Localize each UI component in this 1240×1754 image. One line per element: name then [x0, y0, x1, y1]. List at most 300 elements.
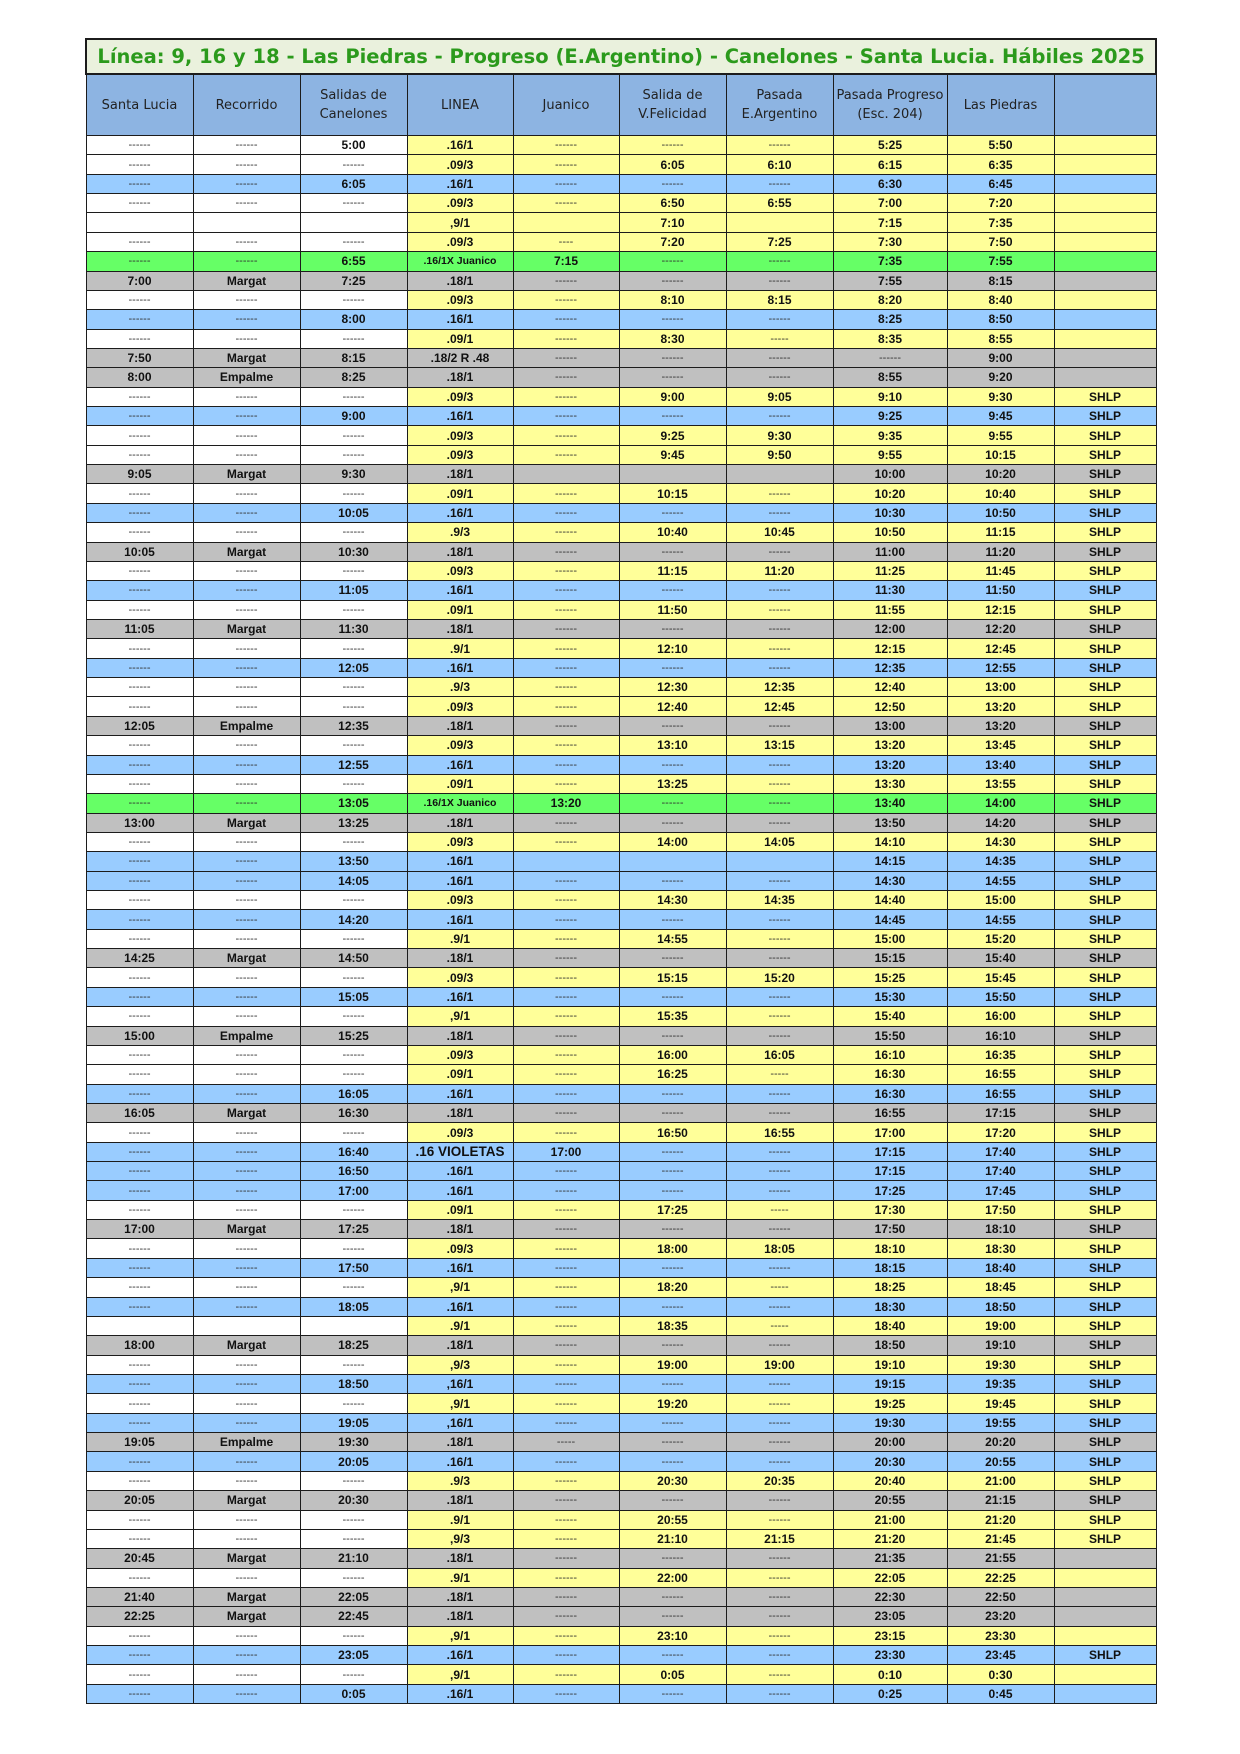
table-row	[86, 1607, 1156, 1626]
cell-pasada-progreso: 19:15	[833, 1375, 947, 1394]
table-row	[86, 910, 1156, 929]
cell-santa-lucia: 16:05	[86, 1103, 193, 1122]
cell-linea: .09/3	[407, 968, 513, 987]
cell-salida-v-felicidad: ------	[619, 174, 726, 193]
cell-linea: .09/3	[407, 891, 513, 910]
table-row	[86, 949, 1156, 968]
cell-pasada-e-argentino: -----	[726, 1065, 833, 1084]
table-row	[86, 1084, 1156, 1103]
table-row	[86, 465, 1156, 484]
cell-salida-v-felicidad: ------	[619, 949, 726, 968]
cell-pasada-e-argentino: ------	[726, 619, 833, 638]
cell-santa-lucia: ------	[86, 600, 193, 619]
cell-salidas-canelones	[300, 213, 407, 232]
cell-shlp: SHLP	[1054, 1510, 1156, 1529]
cell-recorrido: ------	[193, 387, 300, 406]
cell-linea: ,16/1	[407, 1375, 513, 1394]
cell-salida-v-felicidad: 18:20	[619, 1278, 726, 1297]
cell-shlp: SHLP	[1054, 1181, 1156, 1200]
cell-salidas-canelones: ------	[300, 1355, 407, 1374]
cell-linea: .09/3	[407, 697, 513, 716]
cell-las-piedras: 9:30	[947, 387, 1054, 406]
table-row	[86, 891, 1156, 910]
cell-las-piedras: 18:45	[947, 1278, 1054, 1297]
cell-santa-lucia: ------	[86, 1084, 193, 1103]
cell-pasada-e-argentino: ------	[726, 1162, 833, 1181]
cell-salidas-canelones: ------	[300, 426, 407, 445]
cell-pasada-e-argentino: ------	[726, 1220, 833, 1239]
cell-linea: .16/1	[407, 407, 513, 426]
cell-pasada-progreso: 15:40	[833, 1007, 947, 1026]
cell-linea: .09/3	[407, 1123, 513, 1142]
cell-santa-lucia: ------	[86, 1568, 193, 1587]
cell-juanico: ------	[513, 1278, 619, 1297]
cell-linea: .16/1	[407, 310, 513, 329]
cell-shlp: SHLP	[1054, 697, 1156, 716]
cell-salidas-canelones: 18:25	[300, 1336, 407, 1355]
cell-santa-lucia: ------	[86, 445, 193, 464]
cell-juanico: ------	[513, 1394, 619, 1413]
cell-shlp: SHLP	[1054, 755, 1156, 774]
cell-recorrido: ------	[193, 658, 300, 677]
cell-recorrido: Margat	[193, 1103, 300, 1122]
cell-salida-v-felicidad: 20:55	[619, 1510, 726, 1529]
cell-linea: .18/2 R .48	[407, 348, 513, 367]
cell-linea: ,9/1	[407, 213, 513, 232]
cell-linea: ,9/3	[407, 1355, 513, 1374]
cell-juanico: ------	[513, 1181, 619, 1200]
cell-santa-lucia: ------	[86, 1297, 193, 1316]
cell-santa-lucia: ------	[86, 523, 193, 542]
cell-las-piedras: 13:20	[947, 716, 1054, 735]
cell-juanico: ------	[513, 1665, 619, 1684]
cell-salidas-canelones: 6:05	[300, 174, 407, 193]
cell-salidas-canelones: ------	[300, 1626, 407, 1645]
table-row	[86, 232, 1156, 251]
cell-pasada-progreso: 0:10	[833, 1665, 947, 1684]
cell-pasada-e-argentino: ------	[726, 581, 833, 600]
table-row	[86, 407, 1156, 426]
cell-recorrido: Margat	[193, 949, 300, 968]
cell-linea: .09/3	[407, 445, 513, 464]
cell-shlp: SHLP	[1054, 465, 1156, 484]
cell-juanico: ------	[513, 1103, 619, 1122]
cell-linea: .16/1	[407, 658, 513, 677]
cell-pasada-e-argentino: 12:35	[726, 678, 833, 697]
cell-pasada-progreso: 13:50	[833, 813, 947, 832]
cell-shlp: SHLP	[1054, 658, 1156, 677]
table-row	[86, 155, 1156, 174]
header-juanico: Juanico	[513, 74, 619, 136]
cell-las-piedras: 16:00	[947, 1007, 1054, 1026]
cell-pasada-progreso: 18:30	[833, 1297, 947, 1316]
cell-linea: .16/1	[407, 1297, 513, 1316]
cell-juanico: ------	[513, 1413, 619, 1432]
cell-juanico: ------	[513, 1123, 619, 1142]
cell-santa-lucia: ------	[86, 232, 193, 251]
cell-linea: .16/1	[407, 136, 513, 155]
cell-salidas-canelones: 8:00	[300, 310, 407, 329]
cell-linea: .16/1	[407, 503, 513, 522]
table-row	[86, 774, 1156, 793]
table-row	[86, 619, 1156, 638]
cell-las-piedras: 19:10	[947, 1336, 1054, 1355]
cell-juanico: ------	[513, 290, 619, 309]
cell-santa-lucia: 9:05	[86, 465, 193, 484]
cell-recorrido: ------	[193, 1007, 300, 1026]
cell-recorrido: Margat	[193, 1336, 300, 1355]
cell-juanico: ------	[513, 600, 619, 619]
cell-recorrido: ------	[193, 174, 300, 193]
cell-salida-v-felicidad: 7:20	[619, 232, 726, 251]
cell-recorrido: ------	[193, 794, 300, 813]
cell-santa-lucia: ------	[86, 1626, 193, 1645]
cell-linea: .09/1	[407, 329, 513, 348]
cell-pasada-e-argentino: 6:10	[726, 155, 833, 174]
cell-recorrido: ------	[193, 1142, 300, 1161]
cell-pasada-progreso: 17:25	[833, 1181, 947, 1200]
cell-salida-v-felicidad: ------	[619, 1181, 726, 1200]
cell-pasada-progreso: 17:15	[833, 1162, 947, 1181]
cell-las-piedras: 7:50	[947, 232, 1054, 251]
table-row	[86, 1684, 1156, 1703]
cell-salidas-canelones	[300, 1316, 407, 1335]
cell-juanico: ------	[513, 1258, 619, 1277]
cell-shlp: SHLP	[1054, 1413, 1156, 1432]
cell-recorrido: ------	[193, 1529, 300, 1548]
cell-juanico: ------	[513, 736, 619, 755]
cell-pasada-progreso: 6:15	[833, 155, 947, 174]
cell-shlp: SHLP	[1054, 1471, 1156, 1490]
cell-las-piedras: 15:00	[947, 891, 1054, 910]
cell-pasada-progreso: 19:30	[833, 1413, 947, 1432]
cell-salidas-canelones: ------	[300, 1568, 407, 1587]
table-row	[86, 1491, 1156, 1510]
cell-shlp	[1054, 1607, 1156, 1626]
cell-linea: .09/3	[407, 1045, 513, 1064]
cell-linea: .18/1	[407, 949, 513, 968]
cell-pasada-e-argentino: 14:35	[726, 891, 833, 910]
table-row	[86, 678, 1156, 697]
cell-pasada-e-argentino: ------	[726, 1452, 833, 1471]
cell-las-piedras: 18:50	[947, 1297, 1054, 1316]
cell-salida-v-felicidad: ------	[619, 1220, 726, 1239]
table-row	[86, 348, 1156, 367]
cell-linea: .16/1	[407, 1684, 513, 1703]
cell-las-piedras: 19:30	[947, 1355, 1054, 1374]
cell-recorrido: ------	[193, 310, 300, 329]
table-row	[86, 1549, 1156, 1568]
cell-recorrido: ------	[193, 1568, 300, 1587]
cell-recorrido: Margat	[193, 619, 300, 638]
table-row	[86, 271, 1156, 290]
cell-salida-v-felicidad: ------	[619, 348, 726, 367]
cell-santa-lucia: ------	[86, 426, 193, 445]
cell-las-piedras: 8:55	[947, 329, 1054, 348]
cell-shlp	[1054, 1568, 1156, 1587]
cell-salida-v-felicidad: 11:15	[619, 561, 726, 580]
cell-shlp: SHLP	[1054, 910, 1156, 929]
cell-shlp: SHLP	[1054, 542, 1156, 561]
cell-pasada-e-argentino: ------	[726, 1142, 833, 1161]
cell-pasada-e-argentino: ------	[726, 910, 833, 929]
cell-pasada-e-argentino: ------	[726, 503, 833, 522]
cell-shlp	[1054, 310, 1156, 329]
cell-salida-v-felicidad: ------	[619, 1142, 726, 1161]
cell-linea: .09/3	[407, 561, 513, 580]
cell-pasada-progreso: 11:55	[833, 600, 947, 619]
cell-pasada-e-argentino: -----	[726, 329, 833, 348]
cell-salida-v-felicidad: 13:25	[619, 774, 726, 793]
table-row	[86, 1239, 1156, 1258]
cell-shlp: SHLP	[1054, 891, 1156, 910]
cell-pasada-progreso: 10:20	[833, 484, 947, 503]
cell-pasada-progreso: 11:00	[833, 542, 947, 561]
cell-salida-v-felicidad: ------	[619, 310, 726, 329]
cell-pasada-e-argentino: ------	[726, 949, 833, 968]
table-row	[86, 697, 1156, 716]
cell-santa-lucia: ------	[86, 697, 193, 716]
cell-pasada-progreso: 13:40	[833, 794, 947, 813]
cell-linea: .09/3	[407, 832, 513, 851]
cell-santa-lucia: 8:00	[86, 368, 193, 387]
cell-pasada-progreso: 23:30	[833, 1646, 947, 1665]
cell-pasada-e-argentino: ------	[726, 1626, 833, 1645]
cell-recorrido	[193, 213, 300, 232]
cell-recorrido: ------	[193, 290, 300, 309]
cell-linea: .16/1	[407, 755, 513, 774]
table-row	[86, 1433, 1156, 1452]
cell-salida-v-felicidad: ------	[619, 1413, 726, 1432]
cell-pasada-progreso: 13:20	[833, 755, 947, 774]
cell-shlp: SHLP	[1054, 832, 1156, 851]
cell-pasada-progreso: 23:05	[833, 1607, 947, 1626]
cell-las-piedras: 10:40	[947, 484, 1054, 503]
cell-juanico: ------	[513, 542, 619, 561]
cell-salidas-canelones: ------	[300, 774, 407, 793]
cell-santa-lucia: 15:00	[86, 1026, 193, 1045]
cell-recorrido: ------	[193, 329, 300, 348]
cell-salida-v-felicidad: ------	[619, 1375, 726, 1394]
cell-santa-lucia: ------	[86, 155, 193, 174]
cell-salida-v-felicidad: 14:00	[619, 832, 726, 851]
cell-las-piedras: 21:15	[947, 1491, 1054, 1510]
cell-salidas-canelones: 20:05	[300, 1452, 407, 1471]
cell-juanico: ------	[513, 194, 619, 213]
cell-recorrido: ------	[193, 136, 300, 155]
cell-pasada-e-argentino: 9:05	[726, 387, 833, 406]
cell-salida-v-felicidad: ------	[619, 1607, 726, 1626]
cell-linea: .9/3	[407, 678, 513, 697]
cell-recorrido: ------	[193, 1626, 300, 1645]
cell-shlp	[1054, 155, 1156, 174]
cell-pasada-e-argentino: -----	[726, 1278, 833, 1297]
table-row	[86, 581, 1156, 600]
cell-recorrido: ------	[193, 929, 300, 948]
cell-pasada-progreso: 20:55	[833, 1491, 947, 1510]
cell-las-piedras: 13:20	[947, 697, 1054, 716]
cell-shlp: SHLP	[1054, 1239, 1156, 1258]
cell-pasada-e-argentino: ------	[726, 1297, 833, 1316]
cell-las-piedras: 0:45	[947, 1684, 1054, 1703]
header-linea: LINEA	[407, 74, 513, 136]
cell-las-piedras: 5:50	[947, 136, 1054, 155]
cell-pasada-e-argentino: ------	[726, 755, 833, 774]
cell-linea: .16/1	[407, 1258, 513, 1277]
cell-linea: ,9/3	[407, 1529, 513, 1548]
cell-juanico: ------	[513, 1607, 619, 1626]
cell-santa-lucia: 10:05	[86, 542, 193, 561]
cell-pasada-e-argentino: 9:50	[726, 445, 833, 464]
cell-linea: .16/1	[407, 174, 513, 193]
cell-linea: .09/1	[407, 1065, 513, 1084]
table-row	[86, 852, 1156, 871]
cell-pasada-progreso: 22:30	[833, 1587, 947, 1606]
cell-salida-v-felicidad: 19:00	[619, 1355, 726, 1374]
table-row	[86, 310, 1156, 329]
cell-juanico: ------	[513, 407, 619, 426]
cell-linea: .9/1	[407, 929, 513, 948]
cell-pasada-progreso: 18:40	[833, 1316, 947, 1335]
cell-shlp	[1054, 174, 1156, 193]
cell-pasada-e-argentino: ------	[726, 271, 833, 290]
cell-shlp: SHLP	[1054, 736, 1156, 755]
cell-santa-lucia: ------	[86, 1278, 193, 1297]
cell-las-piedras: 12:55	[947, 658, 1054, 677]
cell-pasada-progreso: 10:30	[833, 503, 947, 522]
table-row	[86, 658, 1156, 677]
cell-juanico: ------	[513, 1626, 619, 1645]
cell-shlp: SHLP	[1054, 523, 1156, 542]
cell-pasada-progreso: 7:00	[833, 194, 947, 213]
cell-recorrido: ------	[193, 968, 300, 987]
cell-pasada-e-argentino: 6:55	[726, 194, 833, 213]
cell-las-piedras: 14:55	[947, 871, 1054, 890]
cell-linea: .09/3	[407, 736, 513, 755]
cell-pasada-progreso: 18:15	[833, 1258, 947, 1277]
cell-salidas-canelones: ------	[300, 639, 407, 658]
cell-pasada-progreso: 15:15	[833, 949, 947, 968]
cell-juanico: ------	[513, 1529, 619, 1548]
cell-pasada-e-argentino: ------	[726, 929, 833, 948]
cell-pasada-progreso: 8:25	[833, 310, 947, 329]
cell-pasada-progreso: 12:40	[833, 678, 947, 697]
table-row	[86, 387, 1156, 406]
cell-salidas-canelones: 9:00	[300, 407, 407, 426]
cell-juanico: ------	[513, 426, 619, 445]
cell-salidas-canelones: 13:50	[300, 852, 407, 871]
cell-pasada-progreso: 9:10	[833, 387, 947, 406]
cell-juanico: ------	[513, 1239, 619, 1258]
cell-pasada-e-argentino: -----	[726, 1200, 833, 1219]
table-row	[86, 426, 1156, 445]
cell-salidas-canelones: 19:30	[300, 1433, 407, 1452]
cell-pasada-progreso: 15:30	[833, 987, 947, 1006]
cell-pasada-e-argentino	[726, 852, 833, 871]
table-row	[86, 1626, 1156, 1645]
cell-salida-v-felicidad: 14:55	[619, 929, 726, 948]
cell-salida-v-felicidad: 13:10	[619, 736, 726, 755]
table-row	[86, 716, 1156, 735]
cell-recorrido: ------	[193, 426, 300, 445]
cell-santa-lucia: ------	[86, 581, 193, 600]
cell-salida-v-felicidad: ------	[619, 1103, 726, 1122]
cell-shlp	[1054, 1684, 1156, 1703]
cell-pasada-progreso: 17:15	[833, 1142, 947, 1161]
table-row	[86, 1413, 1156, 1432]
cell-recorrido: Margat	[193, 1491, 300, 1510]
cell-linea: ,9/1	[407, 1665, 513, 1684]
cell-salida-v-felicidad: ------	[619, 1433, 726, 1452]
cell-juanico: ------	[513, 155, 619, 174]
cell-recorrido: ------	[193, 1510, 300, 1529]
table-row	[86, 1278, 1156, 1297]
cell-recorrido: Empalme	[193, 716, 300, 735]
table-row	[86, 1587, 1156, 1606]
cell-salidas-canelones: 10:30	[300, 542, 407, 561]
cell-linea: .16/1	[407, 1084, 513, 1103]
cell-pasada-e-argentino: ------	[726, 1568, 833, 1587]
cell-salida-v-felicidad: ------	[619, 987, 726, 1006]
cell-santa-lucia: ------	[86, 1394, 193, 1413]
cell-shlp: SHLP	[1054, 503, 1156, 522]
cell-salida-v-felicidad: ------	[619, 1258, 726, 1277]
cell-linea: .09/1	[407, 600, 513, 619]
cell-pasada-e-argentino	[726, 465, 833, 484]
cell-linea: ,16/1	[407, 1413, 513, 1432]
cell-pasada-e-argentino: ------	[726, 600, 833, 619]
cell-pasada-e-argentino: ------	[726, 542, 833, 561]
cell-santa-lucia: ------	[86, 1355, 193, 1374]
cell-salidas-canelones: ------	[300, 1394, 407, 1413]
cell-salidas-canelones: 23:05	[300, 1646, 407, 1665]
schedule-table	[85, 38, 1157, 1704]
cell-salida-v-felicidad: ------	[619, 813, 726, 832]
schedule-body	[86, 136, 1156, 1704]
cell-shlp: SHLP	[1054, 1084, 1156, 1103]
cell-santa-lucia: ------	[86, 871, 193, 890]
cell-linea: .18/1	[407, 271, 513, 290]
cell-linea: .18/1	[407, 1026, 513, 1045]
cell-linea: .09/1	[407, 1200, 513, 1219]
cell-salida-v-felicidad: 6:05	[619, 155, 726, 174]
cell-pasada-e-argentino: 16:05	[726, 1045, 833, 1064]
cell-pasada-e-argentino: ------	[726, 1607, 833, 1626]
cell-salida-v-felicidad: 9:45	[619, 445, 726, 464]
cell-santa-lucia: ------	[86, 929, 193, 948]
table-row	[86, 368, 1156, 387]
cell-salidas-canelones: 7:25	[300, 271, 407, 290]
cell-pasada-e-argentino: ------	[726, 368, 833, 387]
cell-pasada-e-argentino: ------	[726, 174, 833, 193]
table-row	[86, 484, 1156, 503]
cell-las-piedras: 21:45	[947, 1529, 1054, 1548]
cell-santa-lucia: ------	[86, 1413, 193, 1432]
cell-salida-v-felicidad: ------	[619, 1684, 726, 1703]
cell-recorrido: ------	[193, 736, 300, 755]
cell-juanico: -----	[513, 1433, 619, 1452]
cell-pasada-e-argentino: 15:20	[726, 968, 833, 987]
cell-shlp: SHLP	[1054, 1220, 1156, 1239]
table-row	[86, 1471, 1156, 1490]
cell-recorrido: Margat	[193, 542, 300, 561]
cell-linea: .16/1	[407, 1162, 513, 1181]
cell-salida-v-felicidad: 16:25	[619, 1065, 726, 1084]
cell-pasada-e-argentino: ------	[726, 1665, 833, 1684]
cell-juanico	[513, 213, 619, 232]
cell-juanico: ------	[513, 658, 619, 677]
cell-pasada-progreso: 21:20	[833, 1529, 947, 1548]
